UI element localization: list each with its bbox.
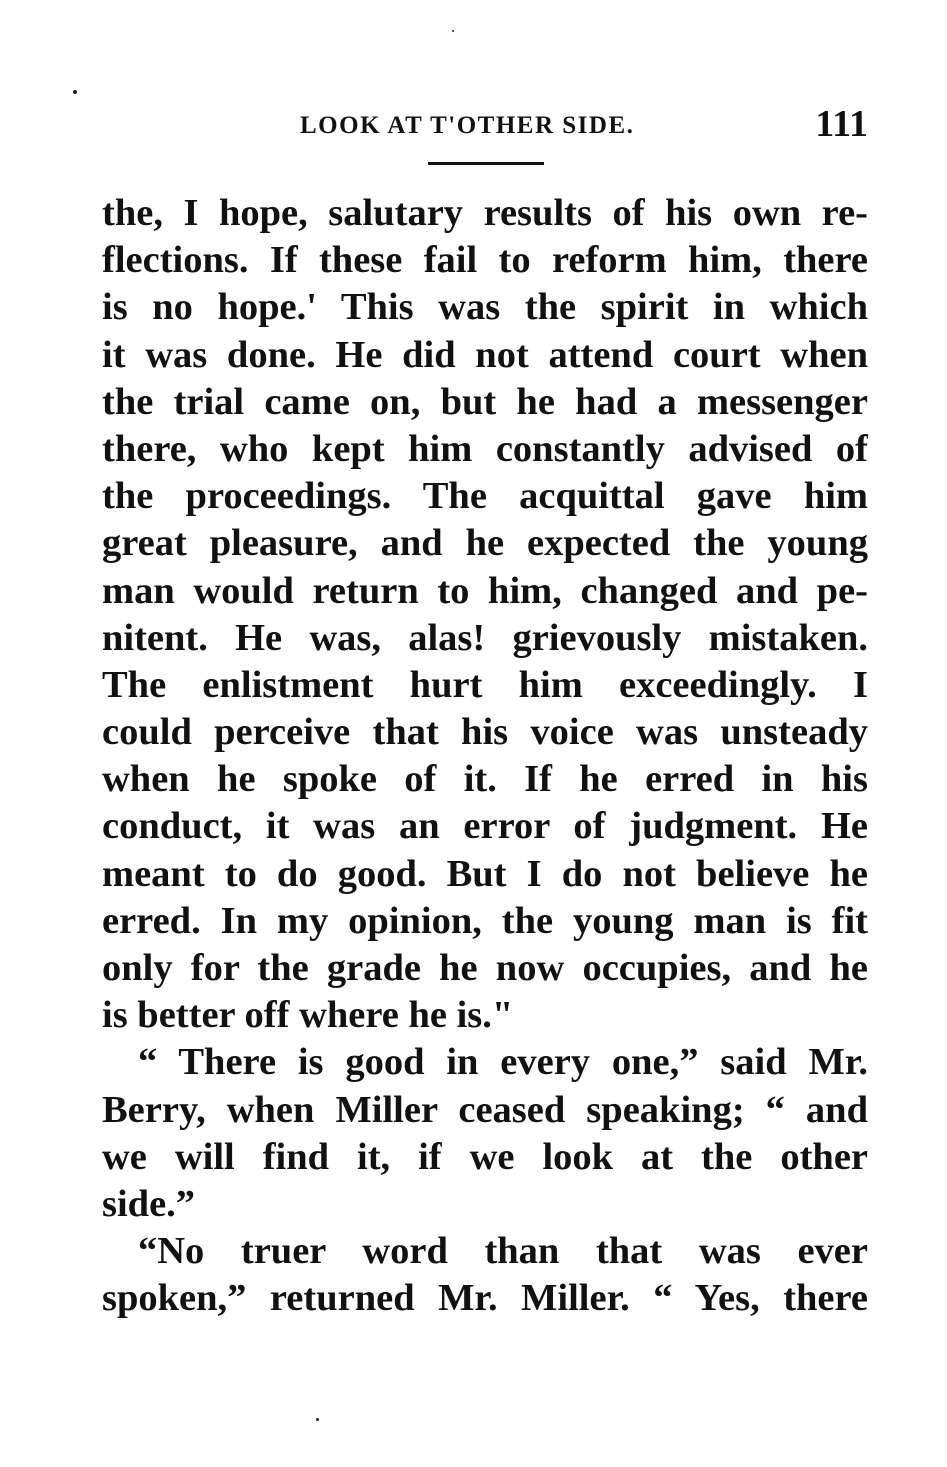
header-rule — [428, 162, 544, 165]
running-head: LOOK AT T'OTHER SIDE. — [300, 112, 635, 139]
text-line: “No truer word than that was ever — [138, 1230, 868, 1273]
text-line: only for the grade he now occupies, and he — [102, 947, 868, 989]
text-line: erred. In my opinion, the young man is fit — [102, 899, 868, 942]
text-line: the proceedings. The acquittal gave him — [102, 475, 868, 518]
text-line: great pleasure, and he expected the young — [102, 522, 868, 565]
body-text — [102, 190, 868, 1323]
text-line: the, I hope, salutary results of his own re- — [102, 192, 868, 234]
text-line: is no hope.' This was the spirit in which — [102, 286, 868, 329]
text-line: man would return to him, changed and pe- — [102, 569, 868, 612]
ink-speck — [452, 30, 454, 32]
page-header — [100, 102, 868, 146]
text-line: flections. If these fail to reform him, there — [102, 239, 868, 282]
text-line: could perceive that his voice was unsteady — [102, 711, 868, 754]
ink-speck — [73, 90, 77, 94]
text-line: The enlistment hurt him exceedingly. I — [102, 663, 868, 706]
text-line: nitent. He was, alas! grievously mistaken. — [102, 616, 868, 659]
text-line: “ There is good in every one,” said Mr. — [138, 1041, 868, 1084]
text-line: when he spoke of it. If he erred in his — [102, 758, 868, 801]
text-line: there, who kept him constantly advised of — [102, 427, 868, 470]
text-line: conduct, it was an error of judgment. He — [102, 805, 868, 848]
text-line: it was done. He did not attend court when — [102, 333, 868, 376]
text-line: we will find it, if we look at the other — [102, 1135, 868, 1178]
text-line: meant to do good. But I do not believe he — [102, 852, 868, 895]
text-line: side.” — [102, 1182, 196, 1225]
text-line: Berry, when Miller ceased speaking; “ and — [102, 1088, 868, 1131]
text-line: spoken,” returned Mr. Miller. “ Yes, there — [102, 1277, 868, 1320]
page-number: 111 — [815, 103, 868, 145]
ink-speck — [316, 1418, 319, 1421]
text-line: the trial came on, but he had a messenger — [102, 380, 868, 423]
text-line: is better off where he is." — [102, 994, 514, 1037]
